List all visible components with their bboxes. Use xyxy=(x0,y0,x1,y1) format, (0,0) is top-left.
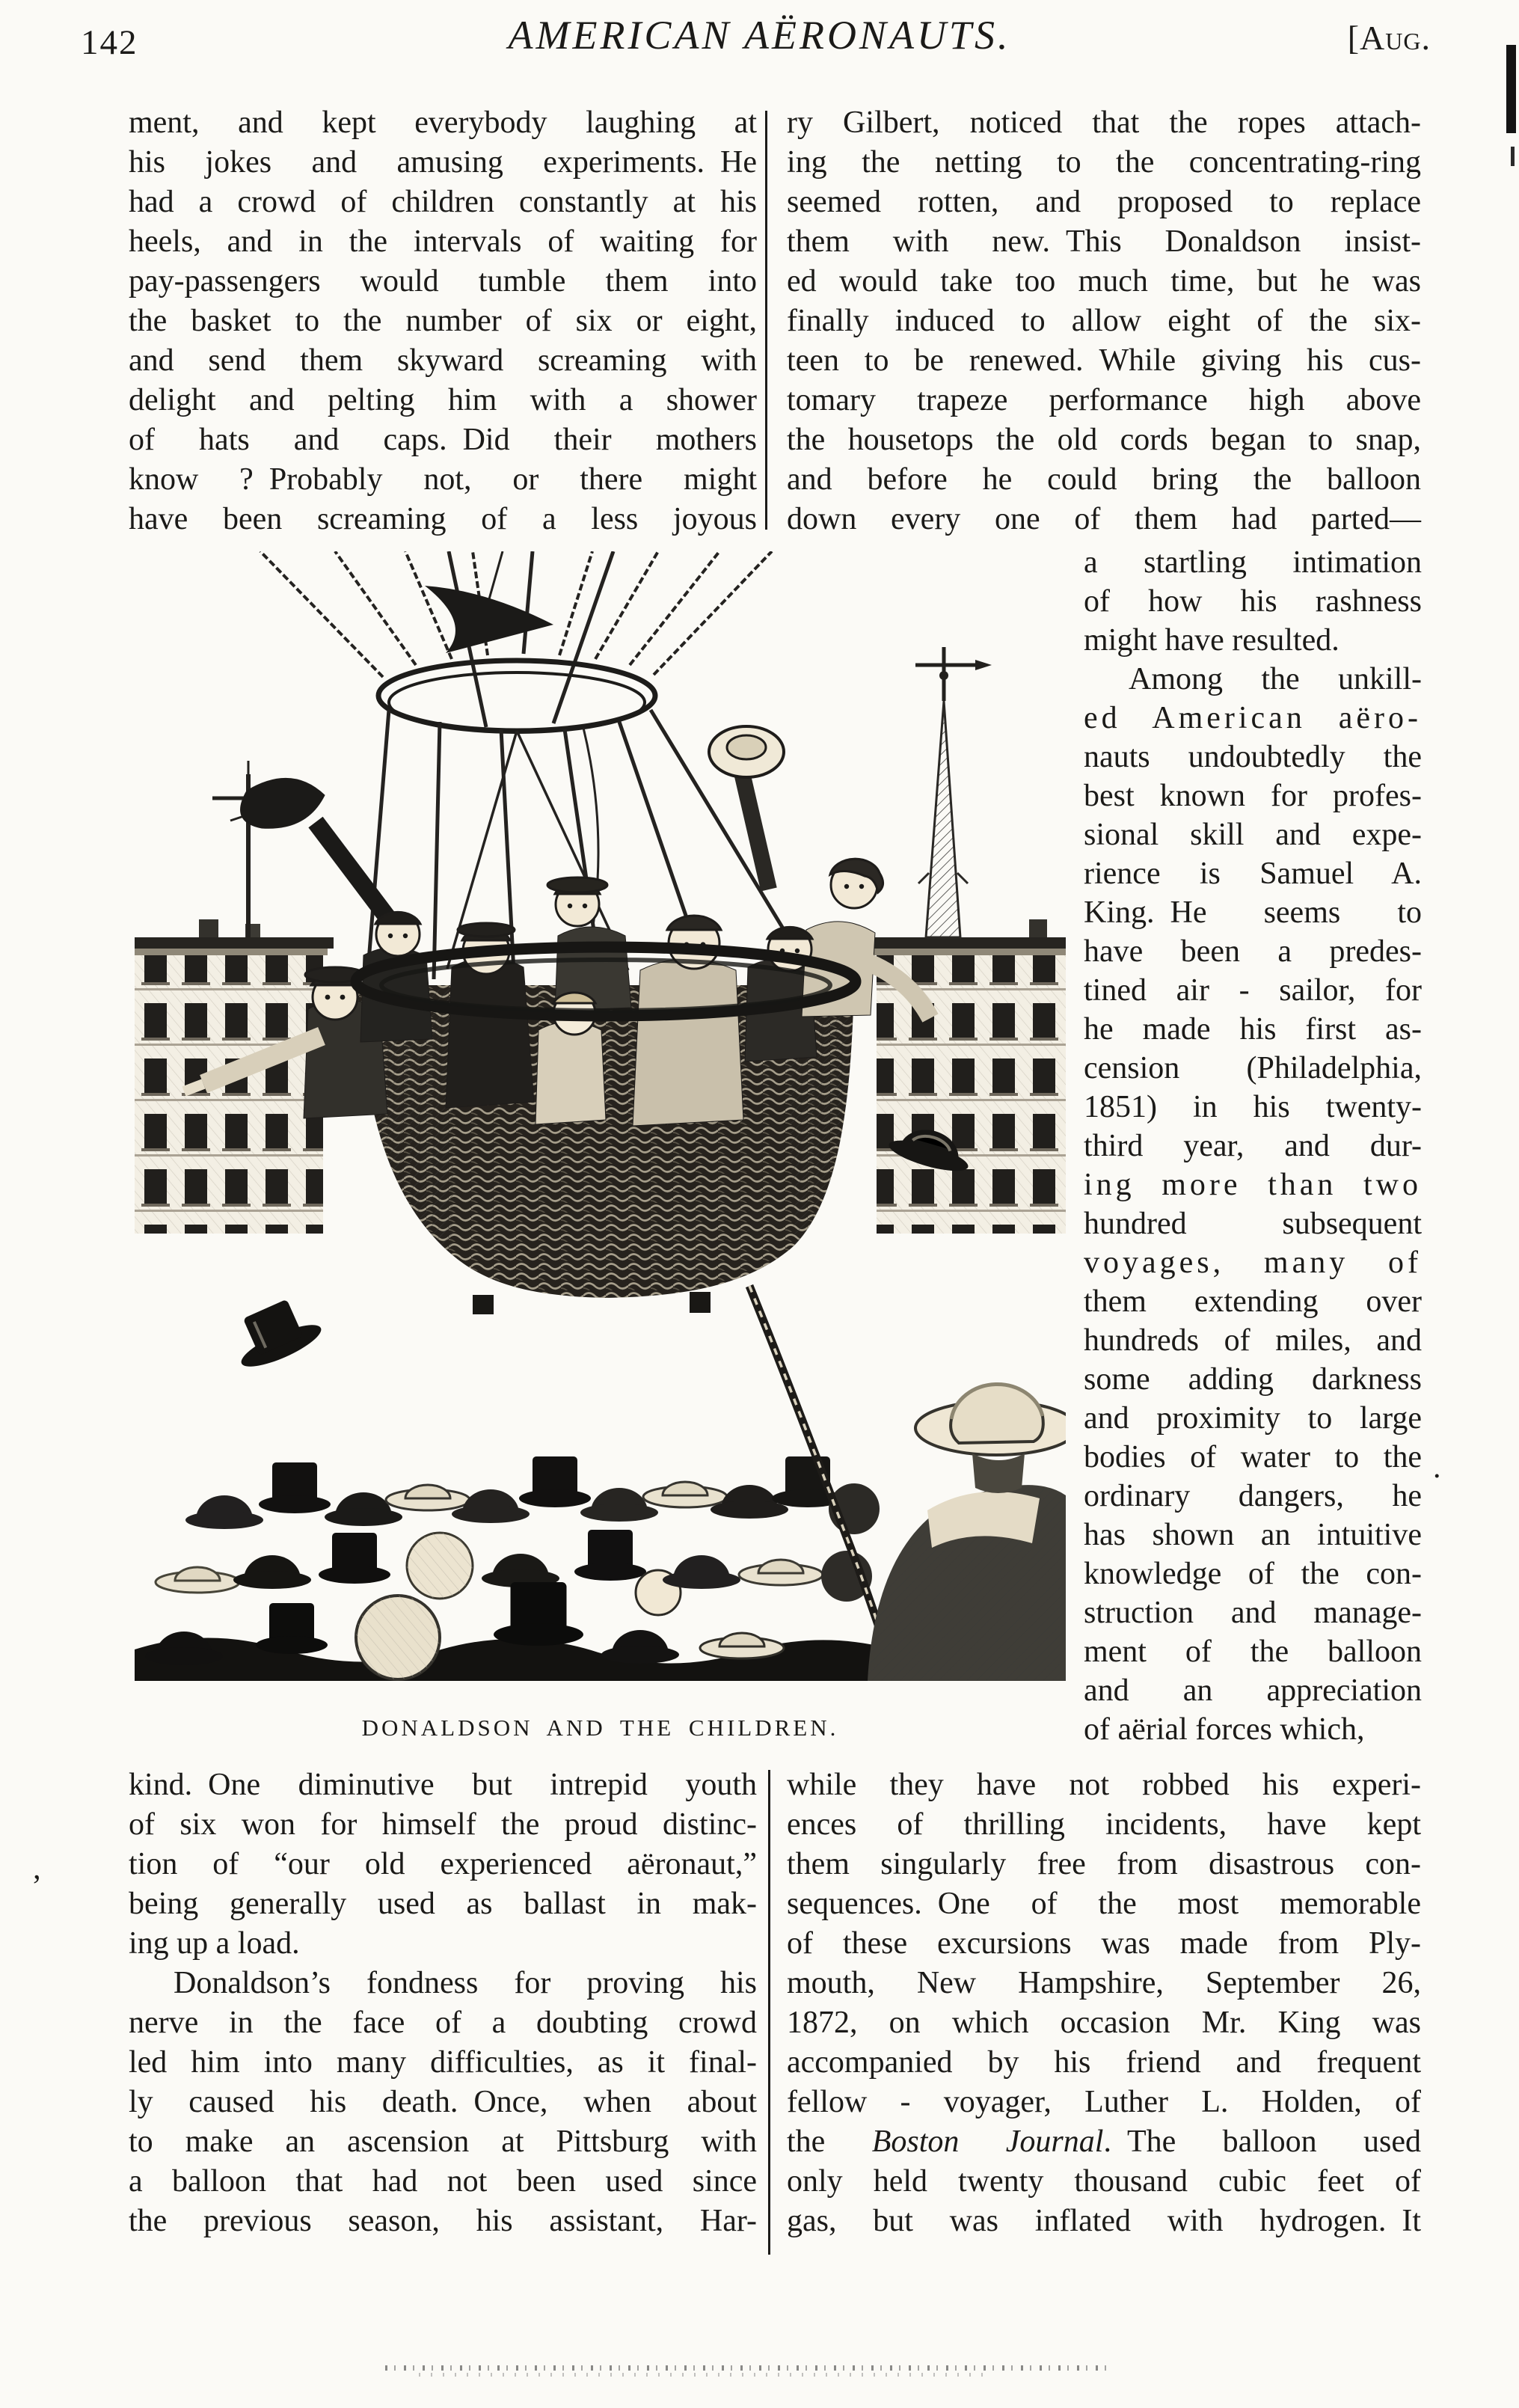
scan-stray-mark: . xyxy=(1433,1450,1441,1485)
text-line: ing up a load. xyxy=(129,1926,300,1961)
foreground-spectator xyxy=(868,1384,1066,1681)
text-line: best known for profes- xyxy=(1084,779,1422,813)
text-line: ed American aëro- xyxy=(1084,701,1422,735)
text-line: of aërial forces which, xyxy=(1084,1712,1365,1747)
text-line: them with new. This Donaldson insist- xyxy=(787,224,1421,259)
text-line: rience is Samuel A. xyxy=(1084,857,1422,891)
falling-hat-icon xyxy=(225,1291,325,1374)
running-title: AMERICAN AËRONAUTS. xyxy=(508,13,1011,58)
text-line: kind. One diminutive but intrepid youth xyxy=(129,1768,757,1802)
text-line: hundreds of miles, and xyxy=(1084,1323,1422,1358)
text-line: gas, but was inflated with hydrogen. It xyxy=(787,2204,1421,2238)
text-line: delight and pelting him with a shower xyxy=(129,383,757,417)
text-line: and before he could bring the balloon xyxy=(787,462,1421,497)
text-line: of six won for himself the proud distinc- xyxy=(129,1807,757,1842)
text-line: seemed rotten, and proposed to replace xyxy=(787,185,1421,219)
text-line: his jokes and amusing experiments. He xyxy=(129,145,757,180)
column-rule-bottom xyxy=(768,1770,770,2255)
scan-noise-artifact xyxy=(419,2373,987,2377)
text-line: he made his first as- xyxy=(1084,1012,1422,1047)
text-line: King. He seems to xyxy=(1084,895,1422,930)
text-line: a startling intimation xyxy=(1084,545,1422,580)
scan-noise-artifact xyxy=(385,2365,1114,2371)
text-line: had a crowd of children constantly at his xyxy=(129,185,757,219)
text-line: bodies of water to the xyxy=(1084,1440,1422,1474)
engraving-caption: DONALDSON AND THE CHILDREN. xyxy=(361,1715,839,1741)
page-number: 142 xyxy=(81,23,138,62)
text-line: tion of “our old experienced aëronaut,” xyxy=(129,1847,757,1881)
text-line: some adding darkness xyxy=(1084,1362,1422,1397)
text-line: fellow - voyager, Luther L. Holden, of xyxy=(787,2085,1421,2119)
text-line: tomary trapeze performance high above xyxy=(787,383,1421,417)
text-line: might have resulted. xyxy=(1084,623,1340,658)
text-line: voyages, many of xyxy=(1084,1246,1422,1280)
text-line: ment of the balloon xyxy=(1084,1635,1422,1669)
bottom-right-column xyxy=(787,1765,1421,2241)
side-column xyxy=(1084,543,1422,1749)
scan-edge-artifact xyxy=(1506,45,1516,133)
text-line: third year, and dur- xyxy=(1084,1129,1422,1163)
text-line: pay-passengers would tumble them into xyxy=(129,264,757,298)
text-line: ordinary dangers, he xyxy=(1084,1479,1422,1513)
text-line: accompanied by his friend and frequent xyxy=(787,2045,1421,2080)
column-rule-top xyxy=(765,111,767,530)
text-line: tined air - sailor, for xyxy=(1084,973,1422,1008)
text-line: heels, and in the intervals of waiting for xyxy=(129,224,757,259)
text-line: 1872, on which occasion Mr. King was xyxy=(787,2006,1421,2040)
text-line: while they have not robbed his experi- xyxy=(787,1768,1421,1802)
text-line: ry Gilbert, noticed that the ropes attach- xyxy=(787,105,1421,140)
text-line: being generally used as ballast in mak- xyxy=(129,1887,757,1921)
balloon-ropes xyxy=(260,551,772,727)
scan-edge-artifact xyxy=(1511,147,1515,166)
text-line: hundred subsequent xyxy=(1084,1207,1422,1241)
text-line: mouth, New Hampshire, September 26, xyxy=(787,1966,1421,2000)
text-line: Among the unkill- xyxy=(1129,662,1422,696)
text-line: have been a predes- xyxy=(1084,934,1422,969)
text-line: led him into many difficulties, as it final- xyxy=(129,2045,757,2080)
text-line: sional skill and expe- xyxy=(1084,818,1422,852)
text-line: nerve in the face of a doubting crowd xyxy=(129,2006,757,2040)
text-line: a balloon that had not been used since xyxy=(129,2164,757,2199)
engraving-donaldson-and-children xyxy=(135,551,1066,1681)
concentrating-ring xyxy=(378,661,655,732)
text-line: has shown an intuitive xyxy=(1084,1518,1422,1552)
text-line: have been screaming of a less joyous xyxy=(129,502,757,536)
text-line: ed would take too much time, but he was xyxy=(787,264,1421,298)
text-line: knowledge of the con- xyxy=(1084,1557,1422,1591)
issue-date: [Aug. xyxy=(1347,19,1431,57)
text-line: the previous season, his assistant, Har- xyxy=(129,2204,757,2238)
text-line: ing the netting to the concentrating-ring xyxy=(787,145,1421,180)
text-line: down every one of them had parted— xyxy=(787,502,1421,536)
text-line: ly caused his death. Once, when about xyxy=(129,2085,757,2119)
bottom-left-column xyxy=(129,1765,757,2241)
top-left-column xyxy=(129,103,757,539)
text-line: nauts undoubtedly the xyxy=(1084,740,1422,774)
scan-stray-mark: ’ xyxy=(31,1869,42,1904)
text-line: finally induced to allow eight of the six- xyxy=(787,304,1421,338)
text-line: of these excursions was made from Ply- xyxy=(787,1926,1421,1961)
text-line: them extending over xyxy=(1084,1284,1422,1319)
text-line: ences of thrilling incidents, have kept xyxy=(787,1807,1421,1842)
text-line: ment, and kept everybody laughing at xyxy=(129,105,757,140)
text-line: the housetops the old cords began to snap, xyxy=(787,423,1421,457)
text-line: of how his rashness xyxy=(1084,584,1422,619)
text-line: them singularly free from disastrous con- xyxy=(787,1847,1421,1881)
text-line: cension (Philadelphia, xyxy=(1084,1051,1422,1085)
text-line: and send them skyward screaming with xyxy=(129,343,757,378)
text-line: to make an ascension at Pittsburg with xyxy=(129,2124,757,2159)
text-line: Donaldson’s fondness for proving his xyxy=(174,1966,757,2000)
text-line: know ? Probably not, or there might xyxy=(129,462,757,497)
text-line: sequences. One of the most memorable xyxy=(787,1887,1421,1921)
top-right-column xyxy=(787,103,1421,539)
trail-rope xyxy=(749,1286,894,1679)
text-line: teen to be renewed. While giving his cus- xyxy=(787,343,1421,378)
text-line: the Boston Journal. The balloon used xyxy=(787,2124,1422,2159)
balloon-basket-illustration xyxy=(135,551,1066,1681)
text-line: and an appreciation xyxy=(1084,1673,1422,1708)
right-building xyxy=(868,919,1066,1234)
text-line: only held twenty thousand cubic feet of xyxy=(787,2164,1421,2199)
text-line: 1851) in his twenty- xyxy=(1084,1090,1422,1124)
text-line: of hats and caps. Did their mothers xyxy=(129,423,757,457)
text-line: the basket to the number of six or eight, xyxy=(129,304,757,338)
text-line: and proximity to large xyxy=(1084,1401,1422,1436)
text-line: ing more than two xyxy=(1084,1168,1422,1202)
church-spire-icon xyxy=(915,647,992,937)
text-line: struction and manage- xyxy=(1084,1596,1422,1630)
